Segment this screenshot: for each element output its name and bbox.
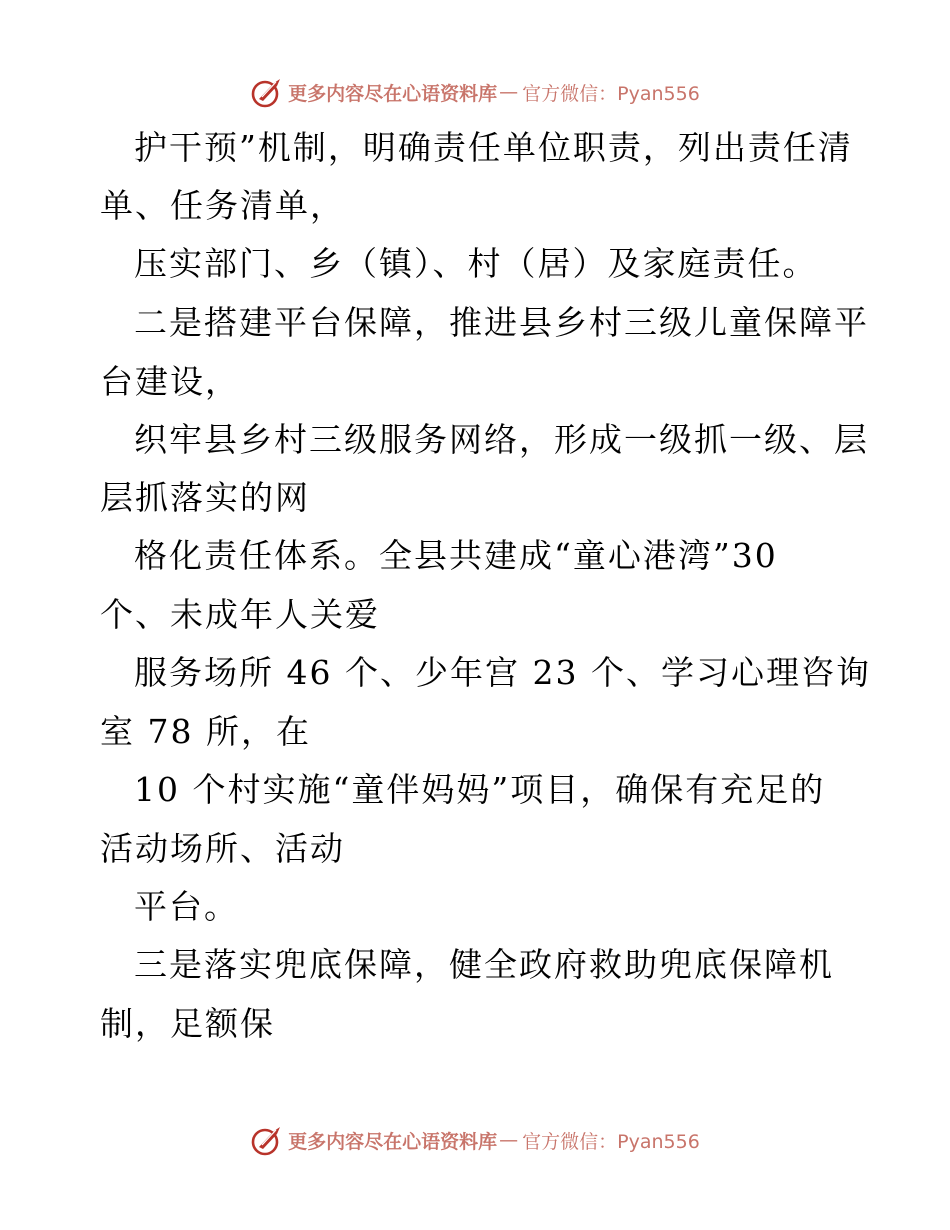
text-line: 服务场所 46 个、少年宫 23 个、学习心理咨询 — [134, 653, 871, 692]
text-line: 制，足额保 — [100, 1004, 275, 1043]
banner-brand-text: 更多内容尽在心语资料库 — [288, 1130, 498, 1153]
banner-separator: — — [499, 1129, 519, 1151]
text-line: 平台。 — [134, 887, 239, 926]
banner-brand-text: 更多内容尽在心语资料库 — [288, 82, 498, 105]
text-line: 层抓落实的网 — [100, 478, 310, 517]
banner-wechat-text: 官方微信：Pyan556 — [522, 82, 700, 105]
banner-wechat-text: 官方微信：Pyan556 — [522, 1130, 700, 1153]
text-line: 护干预”机制，明确责任单位职责，列出责任清 — [134, 128, 853, 167]
header-watermark-banner — [0, 72, 950, 112]
text-line: 活动场所、活动 — [100, 829, 345, 868]
text-line: 台建设， — [100, 362, 240, 401]
text-line: 10 个村实施“童伴妈妈”项目，确保有充足的 — [134, 770, 826, 809]
text-line: 三是落实兜底保障，健全政府救助兜底保障机 — [134, 945, 834, 984]
banner-separator: — — [499, 81, 519, 103]
text-line: 二是搭建平台保障，推进县乡村三级儿童保障平 — [134, 303, 869, 342]
text-line: 单、任务清单， — [100, 186, 345, 225]
quill-logo-icon — [250, 75, 284, 109]
text-line: 压实部门、乡（镇）、村（居）及家庭责任。 — [134, 244, 818, 283]
quill-logo-icon — [250, 1123, 284, 1157]
text-line: 室 78 所，在 — [100, 712, 311, 751]
text-line: 个、未成年人关爱 — [100, 595, 380, 634]
text-line: 织牢县乡村三级服务网络，形成一级抓一级、层 — [134, 420, 869, 459]
footer-watermark-banner — [0, 1120, 950, 1160]
text-line: 格化责任体系。全县共建成“童心港湾”30 — [134, 536, 778, 575]
